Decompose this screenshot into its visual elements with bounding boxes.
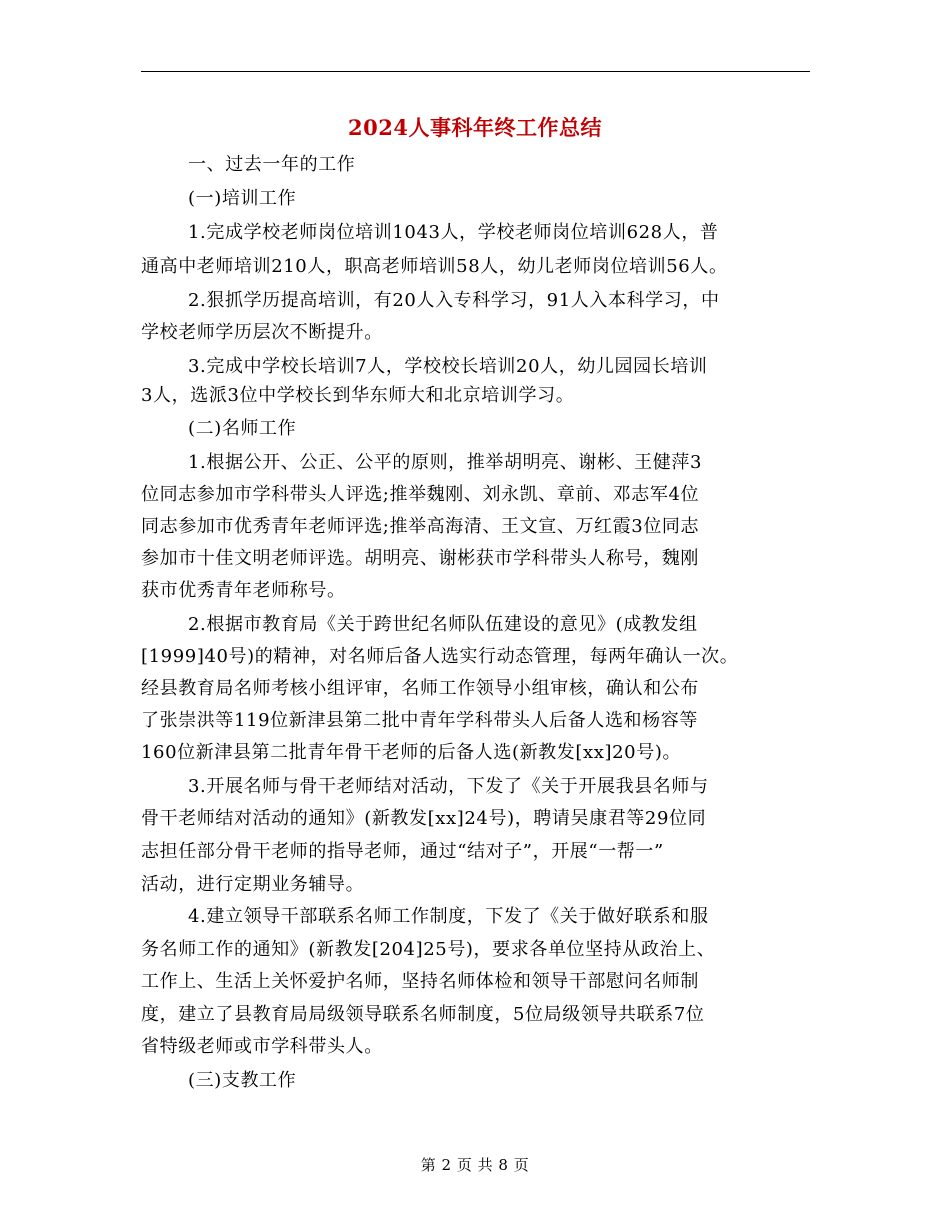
paragraph-line: 获市优秀青年老师称号。 [141,580,346,601]
document-title: 2024人事科年终工作总结 [348,115,602,140]
paragraph-line: 通高中老师培训210人，职高老师培训58人，幼儿老师岗位培训56人。 [141,256,728,277]
paragraph-line: 2.根据市教育局《关于跨世纪名师队伍建设的意见》(成教发组 [188,614,698,635]
subsection-heading: (三)支教工作 [188,1070,297,1091]
paragraph-line: 4.建立领导干部联系名师工作制度，下发了《关于做好联系和服 [188,906,709,927]
paragraph-line: 1.完成学校老师岗位培训1043人，学校老师岗位培训628人，普 [188,222,719,243]
subsection-heading: (二)名师工作 [188,418,297,439]
paragraph-line: 务名师工作的通知》(新教发[204]25号)，要求各单位坚持从政治上、 [141,939,716,960]
paragraph-line: 同志参加市优秀青年老师评选;推举高海清、王文宣、万红霞3位同志 [141,516,700,537]
paragraph-line: [1999]40号)的精神，对名师后备人选实行动态管理，每两年确认一次。 [141,646,739,667]
paragraph-line: 1.根据公开、公正、公平的原则，推举胡明亮、谢彬、王健萍3 [188,452,703,473]
paragraph-line: 省特级老师或市学科带头人。 [141,1036,383,1057]
subsection-heading: (一)培训工作 [188,188,297,209]
paragraph-line: 志担任部分骨干老师的指导老师，通过“结对子”，开展“一帮一” [141,841,664,862]
paragraph-line: 活动，进行定期业务辅导。 [141,874,365,895]
section-heading: 一、过去一年的工作 [188,154,356,175]
paragraph-line: 了张崇洪等119位新津县第二批中青年学科带头人后备人选和杨容等 [141,710,698,731]
paragraph-line: 工作上、生活上关怀爱护名师，坚持名师体检和领导干部慰问名师制 [141,971,699,992]
paragraph-line: 参加市十佳文明老师评选。胡明亮、谢彬获市学科带头人称号，魏刚 [141,548,699,569]
paragraph-line: 160位新津县第二批青年骨干老师的后备人选(新教发[xx]20号)。 [141,742,682,763]
paragraph-line: 度，建立了县教育局局级领导联系名师制度，5位局级领导共联系7位 [141,1004,705,1025]
paragraph-line: 骨干老师结对活动的通知》(新教发[xx]24号)，聘请吴康君等29位同 [141,808,707,829]
paragraph-line: 2.狠抓学历提高培训，有20人入专科学习，91人入本科学习，中 [188,290,720,311]
paragraph-line: 位同志参加市学科带头人评选;推举魏刚、刘永凯、章前、邓志军4位 [141,484,700,505]
paragraph-line: 3.开展名师与骨干老师结对活动，下发了《关于开展我县名师与 [188,776,709,797]
page-number: 第 2 页 共 8 页 [420,1156,530,1174]
paragraph-line: 经县教育局名师考核小组评审，名师工作领导小组审核，确认和公布 [141,678,699,699]
header-rule [141,71,810,72]
paragraph-line: 3人，选派3位中学校长到华东师大和北京培训学习。 [141,385,575,406]
paragraph-line: 学校老师学历层次不断提升。 [141,322,383,343]
paragraph-line: 3.完成中学校长培训7人，学校校长培训20人，幼儿园园长培训 [188,356,708,377]
